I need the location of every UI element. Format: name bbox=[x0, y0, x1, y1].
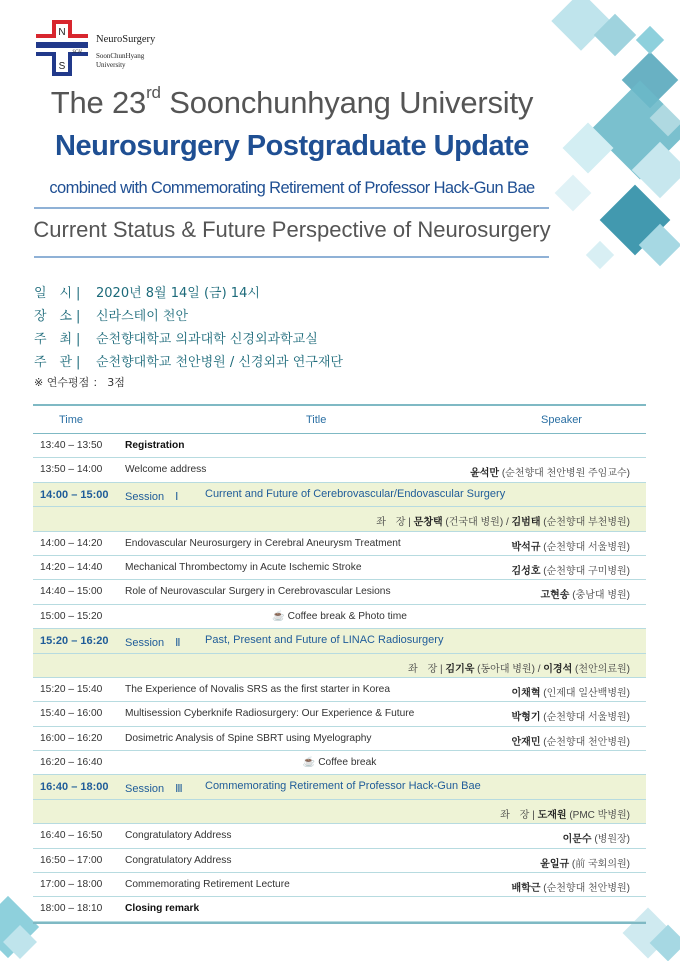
table-row bbox=[33, 458, 646, 482]
row-title: Welcome address bbox=[125, 464, 207, 476]
row-time: 16:50 – 17:00 bbox=[40, 854, 103, 866]
row-time: 14:00 – 14:20 bbox=[40, 537, 103, 549]
info-sep: | bbox=[76, 286, 81, 301]
row-time: 15:40 – 16:00 bbox=[40, 708, 103, 720]
row-title: Congratulatory Address bbox=[125, 854, 232, 866]
chair-name: 이경석 bbox=[543, 663, 573, 675]
speaker-name: 박석규 bbox=[511, 541, 541, 553]
break-row bbox=[33, 605, 646, 629]
combined-title: combined with Commemorating Retirement of Professor Hack-Gun Bae bbox=[49, 179, 535, 197]
chair-affiliation: (PMC 박병원) bbox=[566, 809, 630, 821]
row-title: Commemorating Retirement Lecture bbox=[125, 879, 290, 891]
speaker-affiliation: (병원장) bbox=[591, 834, 630, 846]
session-row bbox=[33, 483, 646, 507]
speaker-affiliation: (순천향대 천안병원) bbox=[540, 736, 630, 748]
table-body bbox=[33, 434, 646, 922]
row-speaker bbox=[470, 464, 630, 479]
row-speaker bbox=[512, 538, 630, 553]
row-time: 15:20 – 15:40 bbox=[40, 683, 103, 695]
table-row bbox=[33, 678, 646, 702]
row-speaker bbox=[512, 684, 630, 699]
row-speaker bbox=[512, 708, 630, 723]
row-title: Dosimetric Analysis of Spine SBRT using Myelography bbox=[125, 732, 372, 744]
break-label bbox=[33, 611, 646, 622]
table-row bbox=[33, 824, 646, 848]
logo-letter-n: N bbox=[58, 27, 66, 38]
row-time: 17:00 – 18:00 bbox=[40, 879, 103, 891]
row-title: Mechanical Thrombectomy in Acute Ischemic Stroke bbox=[125, 561, 362, 573]
session-time: 14:00 – 15:00 bbox=[40, 488, 109, 501]
row-title: Congratulatory Address bbox=[125, 830, 232, 842]
session-number: Session Ⅲ bbox=[125, 783, 183, 796]
row-title: Endovascular Neurosurgery in Cerebral Aneurysm Treatment bbox=[125, 537, 401, 549]
chair-row bbox=[33, 507, 646, 531]
chair-affiliation: (건국대 병원) / bbox=[442, 517, 512, 529]
break-row bbox=[33, 751, 646, 775]
event-title-prefix: The 23 bbox=[50, 85, 147, 120]
chair-row bbox=[33, 654, 646, 678]
info-value: 순천향대학교 의과대학 신경외과학교실 bbox=[96, 332, 318, 347]
table-row bbox=[33, 873, 646, 897]
row-title: Closing remark bbox=[125, 903, 200, 915]
chair-label: 좌 장 | bbox=[407, 663, 443, 675]
break-title: Coffee break bbox=[318, 757, 377, 769]
session-title: Commemorating Retirement of Professor Hack-Gun Bae bbox=[205, 780, 481, 793]
divider-bottom bbox=[34, 256, 549, 258]
table-row bbox=[33, 556, 646, 580]
chair-row bbox=[33, 800, 646, 824]
row-time: 16:00 – 16:20 bbox=[40, 732, 103, 744]
speaker-name: 박형기 bbox=[511, 712, 541, 724]
speaker-affiliation: (인제대 일산백병원) bbox=[540, 687, 630, 699]
logo bbox=[34, 20, 174, 76]
table-row bbox=[33, 580, 646, 604]
divider-top bbox=[34, 207, 549, 209]
speaker-affiliation: (순천향대 구미병원) bbox=[540, 565, 630, 577]
table-end-rule bbox=[33, 922, 646, 924]
table-row bbox=[33, 897, 646, 921]
info-date bbox=[34, 282, 260, 301]
row-speaker bbox=[512, 562, 630, 577]
session-title: Past, Present and Future of LINAC Radiosurgery bbox=[205, 634, 444, 647]
main-title: Neurosurgery Postgraduate Update bbox=[55, 130, 529, 162]
speaker-name: 고현송 bbox=[540, 590, 570, 602]
speaker-name: 이문수 bbox=[562, 834, 592, 846]
speaker-name: 배학근 bbox=[511, 883, 541, 895]
table-row bbox=[33, 849, 646, 873]
coffee-icon: ☕ bbox=[272, 610, 285, 622]
header-time: Time bbox=[59, 414, 84, 426]
info-venue bbox=[34, 305, 188, 324]
row-title: Registration bbox=[125, 440, 185, 451]
speaker-affiliation: (순천향대 천안병원 주임교수) bbox=[499, 468, 630, 480]
row-title: Role of Neurovascular Surgery in Cerebrovascular Lesions bbox=[125, 586, 391, 598]
chair-info bbox=[408, 660, 630, 675]
event-title bbox=[32, 85, 552, 121]
session-row bbox=[33, 629, 646, 653]
info-label: 주 관 bbox=[34, 355, 73, 370]
info-sep: | bbox=[76, 332, 81, 347]
session-time: 15:20 – 16:20 bbox=[40, 635, 109, 648]
logo-univ-line1: SoonChunHyang bbox=[96, 52, 145, 60]
speaker-name: 이채혁 bbox=[511, 687, 541, 699]
credit-note: ※ 연수평점 ： 3점 bbox=[34, 376, 125, 389]
row-speaker bbox=[563, 830, 630, 845]
speaker-affiliation: (前 국회의원) bbox=[569, 858, 630, 870]
info-value: 신라스테이 천안 bbox=[96, 309, 189, 324]
chair-affiliation: (천안의료원) bbox=[572, 663, 630, 675]
info-label: 장 소 bbox=[34, 309, 73, 324]
speaker-affiliation: (충남대 병원) bbox=[569, 590, 630, 602]
break-title: Coffee break & Photo time bbox=[287, 610, 407, 622]
chair-label: 좌 장 | bbox=[376, 517, 411, 529]
header-title: Title bbox=[306, 414, 327, 426]
row-speaker bbox=[512, 733, 630, 748]
program-table bbox=[33, 404, 646, 924]
coffee-icon: ☕ bbox=[302, 757, 316, 769]
row-title: The Experience of Novalis SRS as the first starter in Korea bbox=[125, 683, 390, 695]
table-row bbox=[33, 727, 646, 751]
info-value: 순천향대학교 천안병원 / 신경외과 연구재단 bbox=[96, 355, 343, 370]
chair-name: 김기욱 bbox=[445, 663, 475, 675]
row-time: 18:00 – 18:10 bbox=[40, 903, 103, 915]
speaker-name: 안재민 bbox=[511, 736, 541, 748]
logo-cross-icon bbox=[34, 20, 92, 76]
info-organizer bbox=[34, 351, 343, 370]
subtitle: Current Status & Future Perspective of Neurosurgery bbox=[33, 217, 551, 242]
chair-affiliation: (동아대 병원) / bbox=[474, 663, 544, 675]
session-number: Session Ⅱ bbox=[125, 637, 181, 650]
speaker-affiliation: (순천향대 서울병원) bbox=[540, 541, 630, 553]
row-speaker bbox=[540, 855, 630, 870]
chair-affiliation: (순천향대 부천병원) bbox=[540, 517, 630, 529]
break-time: 15:00 – 15:20 bbox=[40, 610, 103, 622]
chair-info bbox=[376, 513, 630, 528]
speaker-name: 김성호 bbox=[511, 565, 541, 577]
break-time: 16:20 – 16:40 bbox=[40, 757, 103, 769]
session-row bbox=[33, 775, 646, 799]
event-title-sup: rd bbox=[146, 83, 161, 102]
table-row bbox=[33, 532, 646, 556]
logo-univ-line2: University bbox=[96, 61, 126, 69]
speaker-affiliation: (순천향대 천안병원) bbox=[540, 883, 630, 895]
info-sep: | bbox=[76, 355, 81, 370]
row-speaker bbox=[540, 586, 630, 601]
logo-univ bbox=[96, 52, 144, 70]
info-label: 일 시 bbox=[34, 286, 73, 301]
speaker-name: 윤석만 bbox=[470, 468, 500, 480]
row-time: 16:40 – 16:50 bbox=[40, 830, 103, 842]
session-time: 16:40 – 18:00 bbox=[40, 781, 109, 794]
chair-name: 김범태 bbox=[511, 517, 541, 529]
chair-name: 문창택 bbox=[413, 517, 443, 529]
info-label: 주 최 bbox=[34, 332, 73, 347]
row-time: 13:50 – 14:00 bbox=[40, 464, 103, 476]
table-row bbox=[33, 434, 646, 458]
session-title: Current and Future of Cerebrovascular/Endovascular Surgery bbox=[205, 487, 506, 500]
row-title: Multisession Cyberknife Radiosurgery: Our Experience & Future bbox=[125, 708, 415, 720]
row-speaker bbox=[512, 879, 630, 894]
info-sep: | bbox=[76, 309, 81, 324]
logo-badge: SCH bbox=[72, 50, 82, 55]
chair-info bbox=[500, 806, 630, 821]
header-speaker: Speaker bbox=[541, 414, 582, 426]
speaker-name: 윤일규 bbox=[540, 858, 570, 870]
row-time: 14:20 – 14:40 bbox=[40, 561, 103, 573]
speaker-affiliation: (순천향대 서울병원) bbox=[540, 712, 630, 724]
table-row bbox=[33, 702, 646, 726]
info-value: 2020년 8월 14일 (금) 14시 bbox=[96, 286, 260, 301]
chair-name: 도재원 bbox=[537, 809, 567, 821]
table-header bbox=[33, 404, 646, 434]
session-number: Session Ⅰ bbox=[125, 490, 179, 503]
logo-letter-s: S bbox=[58, 61, 66, 72]
row-time: 14:40 – 15:00 bbox=[40, 586, 103, 598]
chair-label: 좌 장 | bbox=[500, 809, 535, 821]
break-label bbox=[33, 757, 646, 768]
logo-dept: NeuroSurgery bbox=[96, 34, 156, 45]
info-host bbox=[34, 328, 318, 347]
row-time: 13:40 – 13:50 bbox=[40, 440, 103, 451]
event-title-suffix: Soonchunhyang University bbox=[160, 85, 534, 120]
